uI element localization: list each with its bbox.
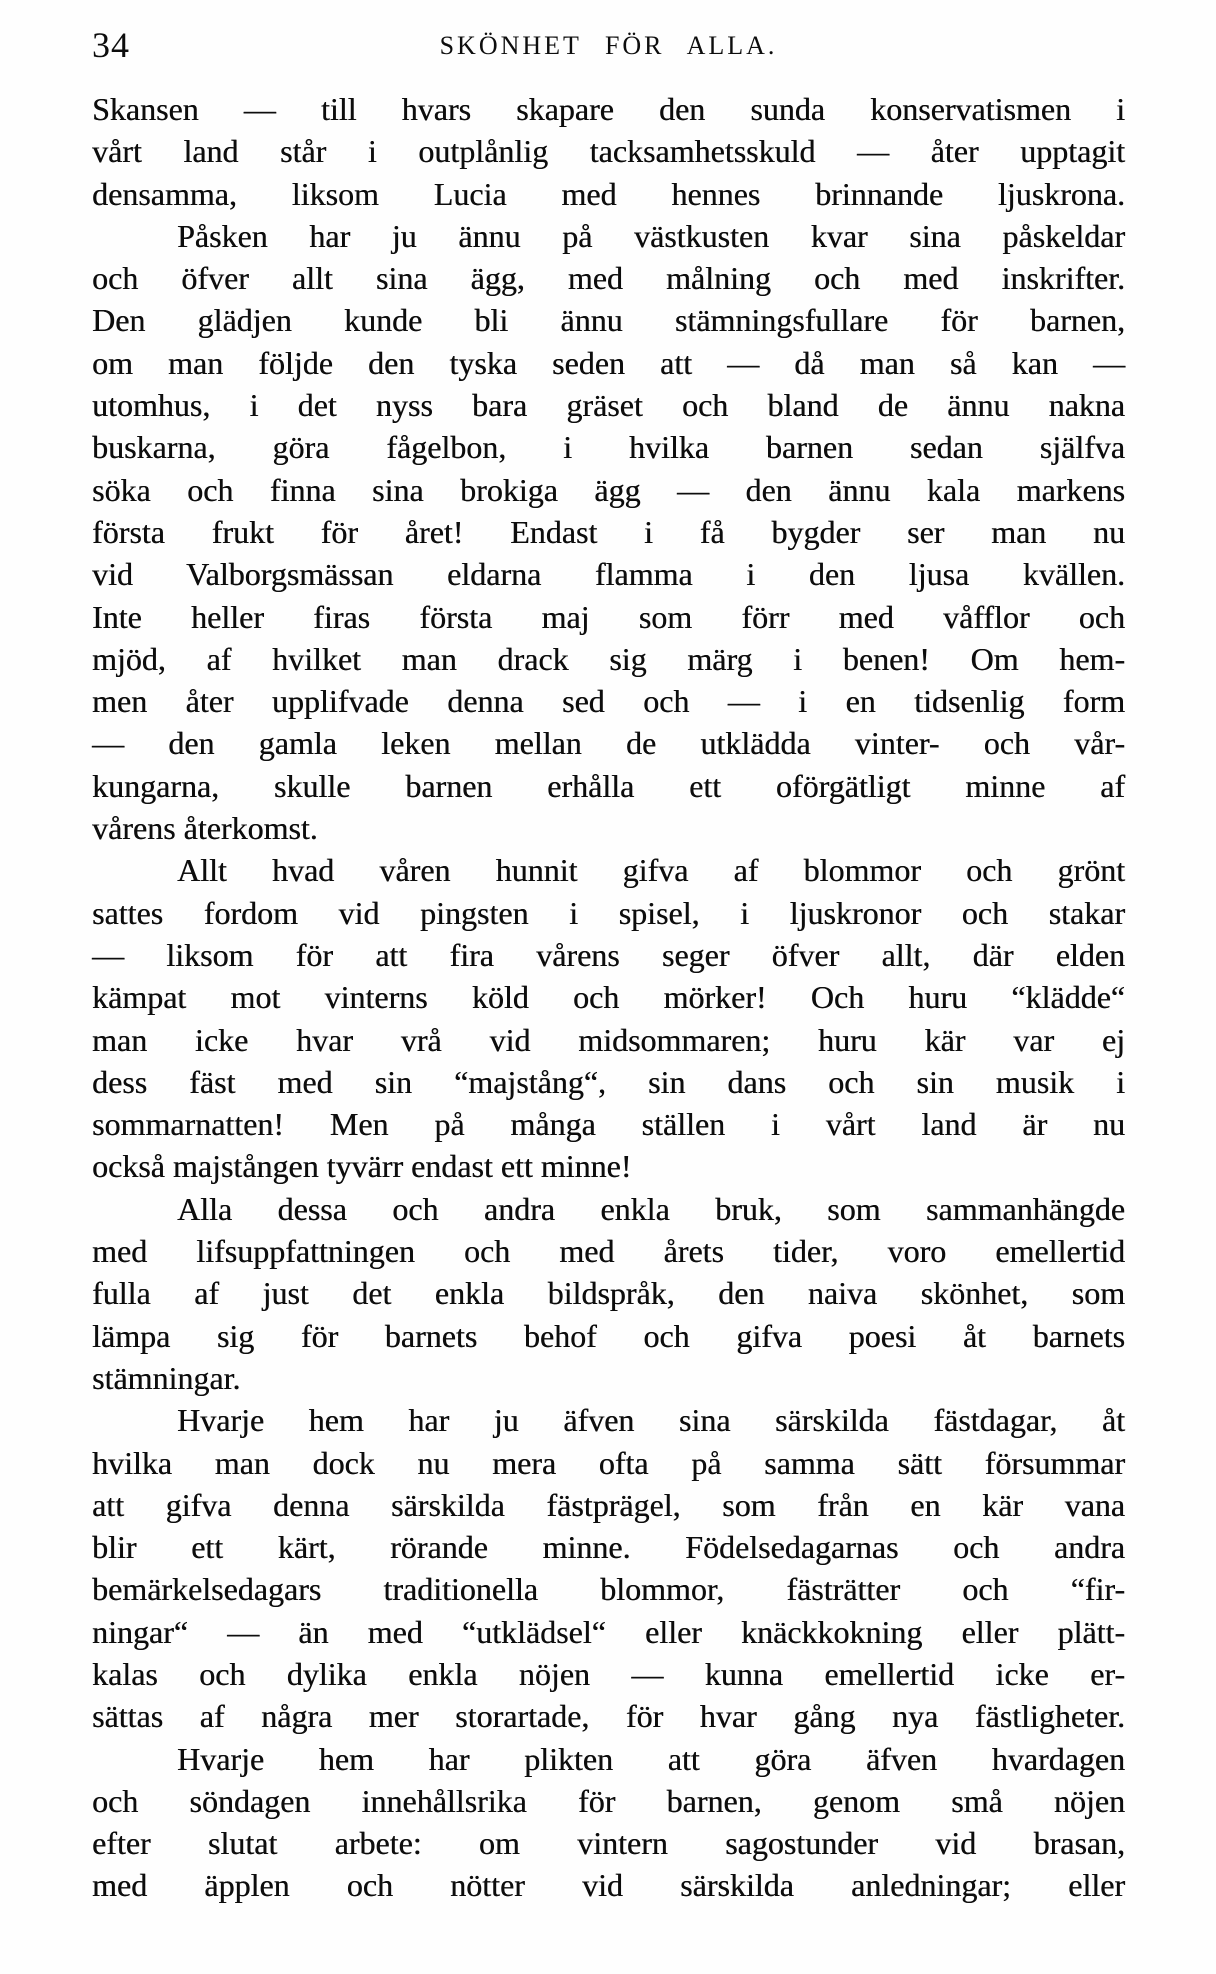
text-line: Alla dessa och andra enkla bruk, som sammanhängde: [177, 1190, 1125, 1227]
text-line: kungarna, skulle barnen erhålla ett oförgätligt minne af: [92, 767, 1125, 804]
page-header: [92, 24, 1125, 70]
text-line: dess fäst med sin “majstång“, sin dans och sin musik i: [92, 1063, 1125, 1100]
text-line: densamma, liksom Lucia med hennes brinnande ljuskrona.: [92, 175, 1125, 212]
text-line: fulla af just det enkla bildspråk, den naiva skönhet, som: [92, 1275, 1125, 1312]
text-line: första frukt för året! Endast i få bygder ser man nu: [92, 513, 1125, 550]
body-text: [92, 88, 1125, 1907]
text-line: Hvarje hem har plikten att göra äfven hvardagen: [177, 1740, 1125, 1777]
page-number: 34: [92, 25, 130, 65]
text-line: buskarna, göra fågelbon, i hvilka barnen sedan själfva: [92, 429, 1125, 466]
text-line: hvilka man dock nu mera ofta på samma sätt försummar: [92, 1444, 1125, 1481]
text-line: också majstången tyvärr endast ett minne!: [92, 1148, 632, 1185]
text-line: ningar“ — än med “utklädsel“ eller knäckkokning eller plätt-: [92, 1613, 1125, 1650]
text-line: — den gamla leken mellan de utklädda vinter- och vår-: [92, 725, 1125, 762]
text-line: mjöd, af hvilket man drack sig märg i benen! Om hem-: [92, 640, 1125, 677]
text-line: sättas af några mer storartade, för hvar gång nya fästligheter.: [92, 1698, 1125, 1735]
text-line: blir ett kärt, rörande minne. Födelsedagarnas och andra: [92, 1529, 1125, 1566]
text-line: — liksom för att fira vårens seger öfver allt, där elden: [92, 936, 1125, 973]
text-line: med lifsuppfattningen och med årets tider, voro emellertid: [92, 1233, 1125, 1270]
text-line: att gifva denna särskilda fästprägel, som från en kär vana: [92, 1486, 1125, 1523]
text-line: och söndagen innehållsrika för barnen, genom små nöjen: [92, 1782, 1125, 1819]
text-line: kalas och dylika enkla nöjen — kunna emellertid icke er-: [92, 1655, 1125, 1692]
running-title: SKÖNHET FÖR ALLA.: [439, 31, 778, 60]
text-line: vid Valborgsmässan eldarna flamma i den ljusa kvällen.: [92, 556, 1125, 593]
text-line: men åter upplifvade denna sed och — i en tidsenlig form: [92, 683, 1125, 720]
text-line: kämpat mot vinterns köld och mörker! Och huru “klädde“: [92, 979, 1125, 1016]
text-line: Hvarje hem har ju äfven sina särskilda fästdagar, åt: [177, 1402, 1125, 1439]
text-line: bemärkelsedagars traditionella blommor, fästrätter och “fir-: [92, 1571, 1125, 1608]
text-line: Skansen — till hvars skapare den sunda konservatismen i: [92, 91, 1125, 127]
text-line: Inte heller firas första maj som förr med våfflor och: [92, 598, 1125, 635]
text-line: stämningar.: [92, 1359, 241, 1396]
text-line: söka och finna sina brokiga ägg — den ännu kala markens: [92, 471, 1125, 508]
text-line: vårt land står i outplånlig tacksamhetsskuld — åter upptagit: [92, 133, 1125, 170]
text-line: och öfver allt sina ägg, med målning och med inskrifter.: [92, 260, 1125, 297]
text-line: sommarnatten! Men på många ställen i vårt land är nu: [92, 1106, 1125, 1143]
text-line: Påsken har ju ännu på västkusten kvar sina påskeldar: [177, 217, 1125, 254]
text-line: sattes fordom vid pingsten i spisel, i ljuskronor och stakar: [92, 894, 1125, 931]
text-line: man icke hvar vrå vid midsommaren; huru kär var ej: [92, 1021, 1125, 1058]
text-line: vårens återkomst.: [92, 810, 318, 847]
text-line: Den glädjen kunde bli ännu stämningsfullare för barnen,: [92, 302, 1125, 339]
text-line: efter slutat arbete: om vintern sagostunder vid brasan,: [92, 1825, 1125, 1862]
text-line: med äpplen och nötter vid särskilda anledningar; eller: [92, 1867, 1125, 1904]
text-line: lämpa sig för barnets behof och gifva poesi åt barnets: [92, 1317, 1125, 1354]
text-line: utomhus, i det nyss bara gräset och bland de ännu nakna: [92, 387, 1125, 424]
text-line: om man följde den tyska seden att — då man så kan —: [92, 344, 1125, 381]
text-line: Allt hvad våren hunnit gifva af blommor och grönt: [177, 852, 1125, 889]
